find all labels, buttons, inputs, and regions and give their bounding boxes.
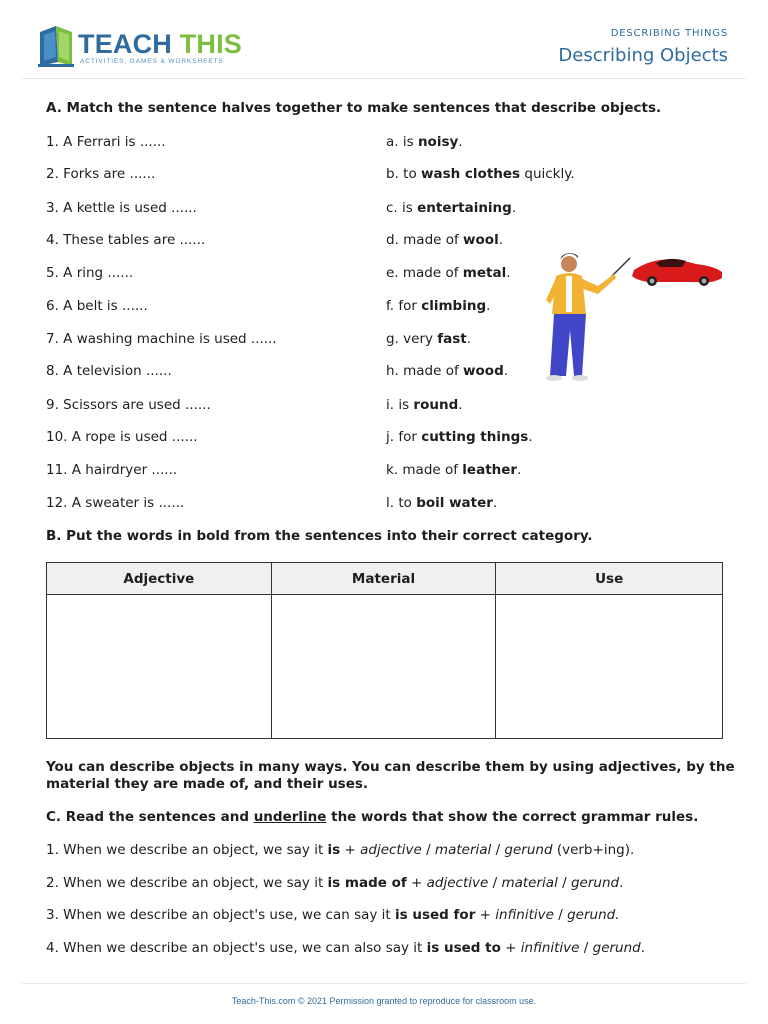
sentence-end-j: j. for cutting things. <box>386 429 533 445</box>
section-b-heading: B. Put the words in bold from the sentences into their correct category. <box>46 528 593 544</box>
page-title: Describing Objects <box>558 45 728 66</box>
bold-keyword: cutting things <box>421 429 529 445</box>
sentence-end-e: e. made of metal. <box>386 265 511 281</box>
material-answer-cell[interactable] <box>271 595 496 739</box>
sentence-end-h: h. made of wood. <box>386 363 509 379</box>
bold-keyword: wood <box>463 363 504 379</box>
grammar-rule-1: 1. When we describe an object, we say it is + adjective / material / gerund (verb+ing). <box>46 842 635 858</box>
column-header-material: Material <box>271 563 496 595</box>
category-table-answer-row <box>47 595 723 739</box>
sentence-start-10: 10. A rope is used ...... <box>46 429 198 445</box>
grammar-rule-2: 2. When we describe an object, we say it is made of + adjective / material / gerund. <box>46 875 624 891</box>
copyright-footer: Teach-This.com © 2021 Permission granted to reproduce for classroom use. <box>231 996 537 1006</box>
section-a-heading: A. Match the sentence halves together to make sentences that describe objects. <box>46 100 662 116</box>
option-word[interactable]: infinitive <box>495 907 554 923</box>
bold-keyword: fast <box>437 331 467 347</box>
option-word[interactable]: gerund <box>592 940 641 956</box>
sentence-end-k: k. made of leather. <box>386 462 522 478</box>
option-word[interactable]: gerund. <box>567 907 620 923</box>
bold-keyword: noisy <box>417 134 459 150</box>
logo-tagline: ACTIVITIES, GAMES & WORKSHEETS <box>80 58 224 65</box>
category-table <box>46 562 723 739</box>
sentence-start-11: 11. A hairdryer ...... <box>46 462 178 478</box>
category-table-header-row <box>47 563 723 595</box>
sentence-start-12: 12. A sweater is ...... <box>46 495 185 511</box>
info-paragraph: You can describe objects in many ways. You can describe them by using adjectives, by the material they are made of, and their uses. <box>46 759 735 792</box>
sentence-start-4: 4. These tables are ...... <box>46 232 206 248</box>
sentence-start-5: 5. A ring ...... <box>46 265 134 281</box>
sentence-end-d: d. made of wool. <box>386 232 503 248</box>
page-header <box>0 0 768 78</box>
head <box>561 256 577 272</box>
sentence-start-2: 2. Forks are ...... <box>46 166 156 182</box>
option-word[interactable]: adjective <box>426 875 489 891</box>
sentence-start-8: 8. A television ...... <box>46 363 172 379</box>
sentence-start-7: 7. A washing machine is used ...... <box>46 331 277 347</box>
option-word[interactable]: infinitive <box>520 940 580 956</box>
logo-wordmark: TEACH THIS <box>78 29 243 59</box>
pointer-stick <box>612 258 630 276</box>
bold-keyword: climbing <box>421 298 487 314</box>
bold-keyword: metal <box>462 265 507 281</box>
bold-keyword: boil water <box>416 495 493 511</box>
option-word[interactable]: gerund <box>570 875 620 891</box>
section-c-heading: C. Read the sentences and underline the words that show the correct grammar rules. <box>46 809 699 825</box>
option-word[interactable]: material <box>501 875 558 891</box>
sentence-end-i: i. is round. <box>386 397 463 413</box>
option-word[interactable]: gerund <box>504 842 553 858</box>
underline-word: underline <box>253 809 327 825</box>
use-answer-cell[interactable] <box>496 595 723 739</box>
sentence-start-1: 1. A Ferrari is ...... <box>46 134 166 150</box>
header-divider <box>22 78 746 79</box>
option-word[interactable]: adjective <box>360 842 422 858</box>
bold-keyword: round <box>413 397 459 413</box>
column-header-adjective: Adjective <box>47 563 272 595</box>
column-header-use: Use <box>496 563 723 595</box>
sentence-start-6: 6. A belt is ...... <box>46 298 148 314</box>
sentence-start-9: 9. Scissors are used ...... <box>46 397 211 413</box>
grammar-rule-3: 3. When we describe an object's use, we can say it is used for + infinitive / gerund. <box>46 907 620 923</box>
sentence-end-l: l. to boil water. <box>386 495 498 511</box>
bold-keyword: wash clothes <box>421 166 521 182</box>
grammar-rule-4: 4. When we describe an object's use, we can also say it is used to + infinitive / gerund. <box>46 940 646 956</box>
book-icon <box>36 24 76 68</box>
trousers <box>550 314 586 376</box>
adjective-answer-cell[interactable] <box>47 595 272 739</box>
sentence-end-c: c. is entertaining. <box>386 200 517 216</box>
option-word[interactable]: material <box>434 842 492 858</box>
bold-keyword: entertaining <box>417 200 512 216</box>
red-sports-car <box>632 259 722 286</box>
sentence-end-g: g. very fast. <box>386 331 472 347</box>
category-label: DESCRIBING THINGS <box>610 28 728 39</box>
sentence-start-3: 3. A kettle is used ...... <box>46 200 197 216</box>
teach-this-logo <box>36 24 243 70</box>
bold-keyword: wool <box>463 232 499 248</box>
footer-divider <box>22 983 746 984</box>
sentence-end-a: a. is noisy. <box>386 134 463 150</box>
bold-keyword: leather <box>462 462 518 478</box>
man-pointing-at-car-illustration <box>536 248 726 384</box>
sentence-end-b: b. to wash clothes quickly. <box>386 166 575 182</box>
sentence-end-f: f. for climbing. <box>386 298 491 314</box>
